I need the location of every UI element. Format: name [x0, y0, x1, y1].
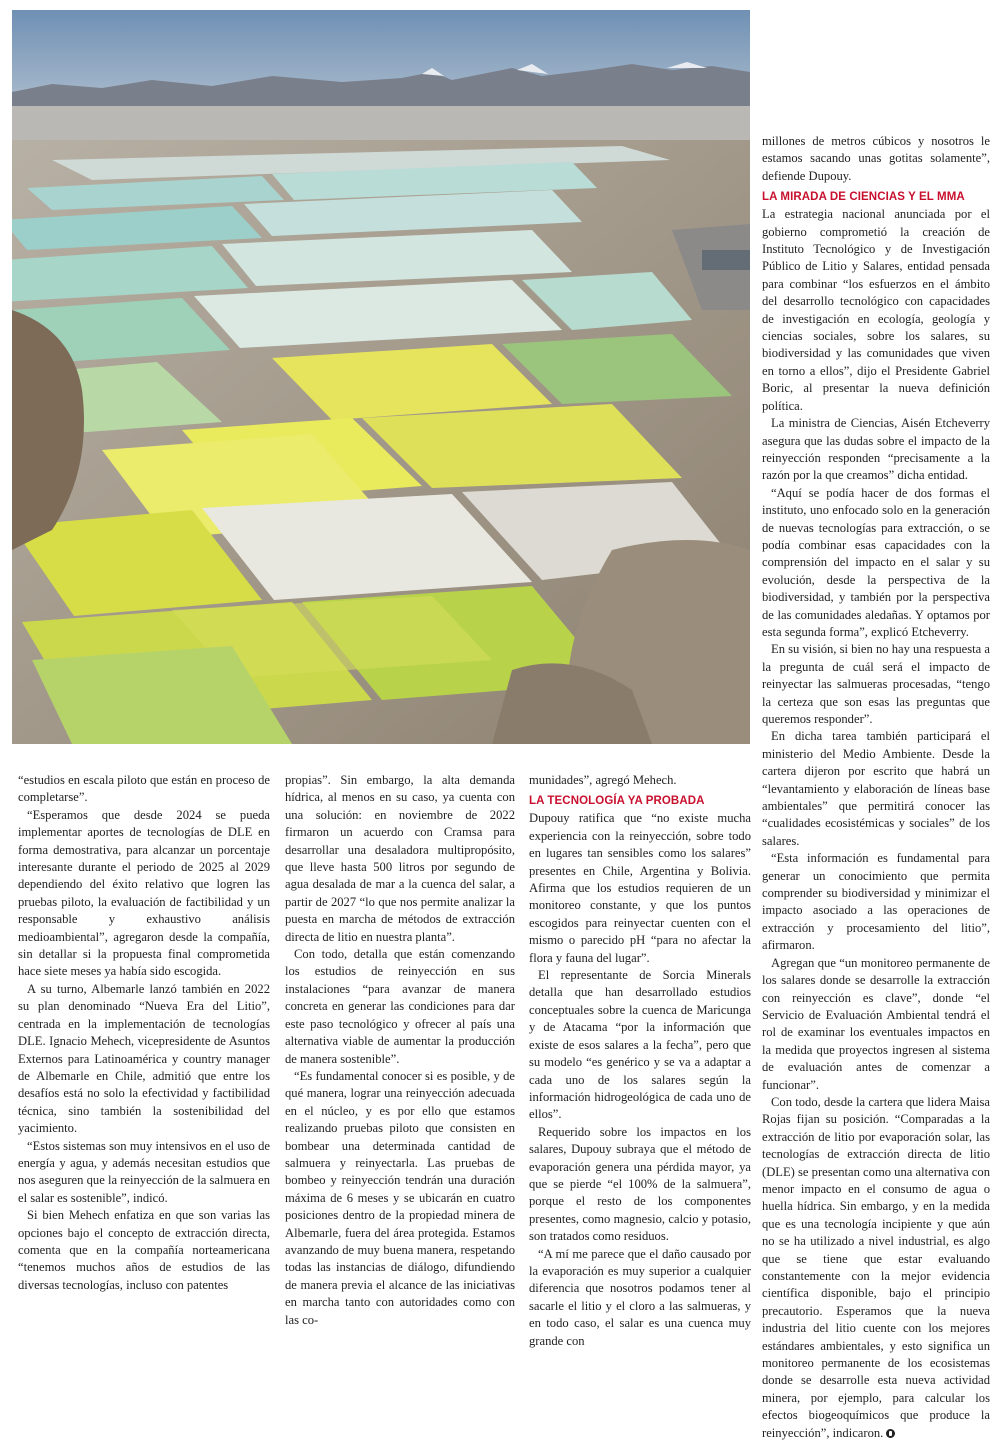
paragraph: Dupouy ratifica que “no existe mucha experiencia con la reinyección, sobre todo en lugares tan sensibles como los salares” presentes en Chile, Argentina y Bolivia. Afirma que los estudios requieren de un monitoreo constante, y que los puntos escogidos para reinyectar cuenten con el mismo o parecido pH “para no afectar la flora y fauna del lugar”.: [529, 811, 751, 965]
paragraph: Agregan que “un monitoreo permanente de los salares donde se desarrolle la extracción con reinyección es clave”, donde “el Servicio de Evaluación Ambiental tendrá el rol de examinar los eventuales impactos en la medida que proyectos ingresen al sistema de evaluación antes de comenzar a funcionar”.: [762, 955, 990, 1092]
paragraph: Con todo, detalla que están comenzando los estudios de reinyección en sus instalaciones “para avanzar de manera concreta en generar las condiciones para dar este paso tecnológico y ofrecer al país una alternativa viable de aumentar la producción de manera sostenible”.: [285, 947, 515, 1066]
paragraph-final: [762, 1094, 990, 1442]
paragraph: En dicha tarea también participará el ministerio del Medio Ambiente. Desde la cartera dijeron por escrito que habrá un “levantamiento y elaboración de líneas base ambientales” que permitirá conocer las “cualidades ecosistémicas y sociales” de los salares.: [762, 729, 990, 848]
paragraph: Si bien Mehech enfatiza en que son varias las opciones bajo el concepto de extracción directa, comenta que en la compañía norteamericana “tenemos muchos años de estudios de las diversas tecnologías, incluso con patentes: [18, 1208, 270, 1292]
section-heading: LA MIRADA DE CIENCIAS Y EL MMA: [762, 191, 965, 204]
paragraph: La estrategia nacional anunciada por el gobierno comprometió la creación de Instituto Tecnológico y de Investigación Público de Litio y Salares, entidad pensada para combinar “los esfuerzos en el ámbito del desarrollo tecnológico con capacidades de investigación en ecología, geología y ciencias sociales, sobre los salares, su biodiversidad y las comunidades que viven en torno a ellos”, dijo el Presidente Gabriel Boric, al presentar la nueva definición política.: [762, 207, 990, 413]
section-heading: LA TECNOLOGÍA YA PROBADA: [529, 795, 705, 808]
aerial-photo: [12, 10, 750, 744]
column-3: [529, 772, 751, 1350]
paragraph: Requerido sobre los impactos en los salares, Dupouy subraya que el método de evaporación genera una pérdida mayor, ya que se pierde “el 100% de la salmuera”, porque el resto de los componentes presentes, como magnesio, calcio y potasio, son tratados como residuos.: [529, 1124, 751, 1244]
paragraph: millones de metros cúbicos y nosotros le estamos sacando unas gotitas solamente”, defiende Dupouy.: [762, 134, 990, 183]
paragraph: “estudios en escala piloto que están en proceso de completarse”.: [18, 773, 270, 805]
column-2: [285, 772, 515, 1329]
paragraph: “A mí me parece que el daño causado por la evaporación es muy superior a cualquier diferencia que nosotros podamos tener al sacarle el litio y el cloro a las salmueras, y en todo caso, el salar es una cuenca muy grande con: [529, 1246, 751, 1348]
paragraph: “Estos sistemas son muy intensivos en el uso de energía y agua, y además necesitan estudios que nos aseguren que la reinyección de la salmuera en el salar es sostenible”, indicó.: [18, 1138, 270, 1205]
salt-flat-photo: [12, 10, 750, 744]
end-of-article-icon: [886, 1429, 895, 1438]
paragraph: El representante de Sorcia Minerals detalla que han desarrollado estudios conceptuales sobre la cuenca de Maricunga y de Atacama “por la información que existe de esos salares a la fecha”, pero que su modelo “es genérico y se va a adaptar a cada uno de los salares según la información hidrogeológica de cada uno de ellos”.: [529, 968, 751, 1122]
paragraph: “Aquí se podía hacer de dos formas el instituto, uno enfocado solo en la generación de nuevas tecnologías para extracción, o se podía combinar esas capacidades con la comprensión del impacto en el salar y su evolución, desde la perspectiva de la biodiversidad, y también por la perspectiva de las comunidades aledañas. Y optamos por esta segunda forma”, explicó Etcheverry.: [762, 485, 990, 639]
column-right: [762, 133, 990, 1442]
paragraph: “Esperamos que desde 2024 se pueda implementar aportes de tecnologías de DLE en forma demostrativa, para alcanzar un porcentaje interesante durante el periodo de 2025 al 2029 dependiendo del éxito relativo que logren las pruebas piloto, la evaluación de factibilidad y un responsable y exhaustivo análisis medioambiental”, agregaron desde la compañía, sin detallar si la propuesta final comprometida hace siete meses ya había sido escogida.: [18, 807, 270, 979]
paragraph: A su turno, Albemarle lanzó también en 2022 su plan denominado “Nueva Era del Litio”, centrada en la implementación de tecnologías DLE. Ignacio Mehech, vicepresidente de Asuntos Externos para Latinoamérica y country manager de Albemarle en Chile, admitió que entre los desafíos está no solo la efectividad y factibilidad técnica, sino también la sostenibilidad del yacimiento.: [18, 981, 270, 1136]
paragraph: En su visión, si bien no hay una respuesta a la pregunta de cuál será el impacto de reinyectar las salmueras procesadas, “tengo la certeza que son esas las preguntas que queremos responder”.: [762, 642, 990, 726]
paragraph: “Esta información es fundamental para generar un conocimiento que permita comprender su biodiversidad y minimizar el impacto asociado a las operaciones de extracción y procesamiento del litio”, afirmaron.: [762, 851, 990, 953]
paragraph: munidades”, agregó Mehech.: [529, 773, 677, 787]
paragraph: “Es fundamental conocer si es posible, y de qué manera, lograr una reinyección adecuada en el núcleo, y es por ello que estamos realizando pruebas piloto que consisten en bombear una determinada cantidad de salmuera y reinyectarla. Las pruebas de bombeo y reinyección tendrán una duración máxima de 6 meses y se ubicarán en cuatro posiciones dentro de la propiedad minera de Albemarle, fuera del área protegida. Estamos avanzando de muy buena manera, respetando todas las instancias de diálogo, difundiendo de manera previa el alcance de las iniciativas en marcha tanto con autoridades como con las co-: [285, 1068, 515, 1327]
paragraph: La ministra de Ciencias, Aisén Etcheverry asegura que las dudas sobre el impacto de la reinyección responden “precisamente a la razón por la que creamos” dicha entidad.: [762, 416, 990, 483]
column-1: [18, 772, 270, 1294]
paragraph-text: Con todo, desde la cartera que lidera Maisa Rojas fijan su posición. “Comparadas a la extracción de litio por evaporación solar, las tecnologías de extracción directa de litio (DLE) se presentan como una alternativa con menor impacto en el consumo de agua o huella hídrica. Sin embargo, y en la medida que es una tecnología incipiente y que aún no se ha utilizado a nivel industrial, es algo que se tiene que estar evaluando constantemente con la mejor evidencia científica disponible, bajo el principio precautorio. Esperamos que la nueva industria del litio cuente con los mejores estándares ambientales, y esto significa un monitoreo permanente de los ecosistemas donde se desarrolle esta nueva actividad minera, por ejemplo, para calcular los efectos biogeoquímicos que produce la reinyección”, indicaron.: [762, 1094, 990, 1440]
paragraph: propias”. Sin embargo, la alta demanda hídrica, al menos en su caso, ya cuenta con una solución: en noviembre de 2022 firmaron un acuerdo con Cramsa para desarrollar una desaladora multipropósito, que lleve hasta 500 litros por segundo de agua desalada de mar a la cuenca del salar, a partir de 2027 “lo que nos permite analizar la puesta en marcha de métodos de extracción directa de litio en nuestra planta”.: [285, 773, 515, 944]
